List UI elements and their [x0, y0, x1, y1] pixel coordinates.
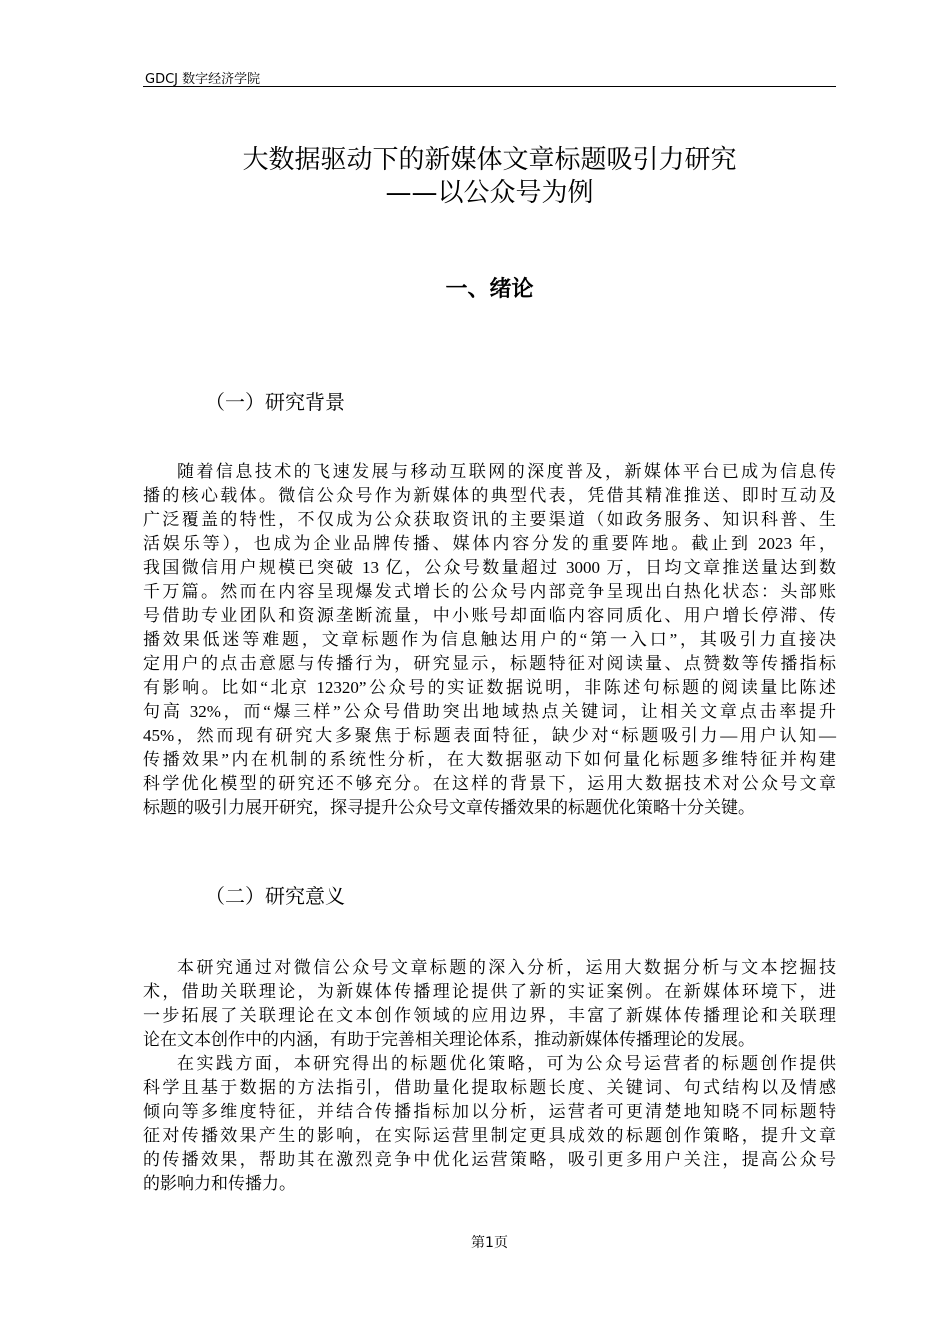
paragraph-line: 45%，然而现有研究大多聚焦于标题表面特征，缺少对“标题吸引力—用户认知— — [143, 726, 836, 745]
paragraph-line: 千万篇。然而在内容呈现爆发式增长的公众号内部竞争呈现出白热化状态：头部账 — [143, 582, 836, 601]
paragraph-line: 传播效果”内在机制的系统性分析，在大数据驱动下如何量化标题多维特征并构建 — [143, 750, 836, 769]
paragraph-line: 活娱乐等），也成为企业品牌传播、媒体内容分发的重要阵地。截止到 2023 年， — [143, 534, 836, 553]
title-line-1: 大数据驱动下的新媒体文章标题吸引力研究 — [242, 145, 737, 175]
significance-paragraph-theory — [143, 956, 836, 1052]
header-divider — [143, 86, 836, 87]
paragraph-line: 科学且基于数据的方法指引，借助量化提取标题长度、关键词、句式结构以及情感 — [143, 1078, 836, 1097]
section-heading-introduction: 一、绪论 — [445, 277, 534, 302]
paragraph-line: 倾向等多维度特征，并结合传播指标加以分析，运营者可更清楚地知晓不同标题特 — [143, 1102, 836, 1121]
document-title — [143, 144, 836, 210]
paragraph-line: 句高 32%，而“爆三样”公众号借助突出地域热点关键词，让相关文章点击率提升 — [143, 702, 836, 721]
paragraph-line: 定用户的点击意愿与传播行为，研究显示，标题特征对阅读量、点赞数等传播指标 — [143, 654, 836, 673]
running-header: GDCJ 数字经济学院 — [145, 72, 261, 87]
paragraph-line: 的传播效果，帮助其在激烈竞争中优化运营策略，吸引更多用户关注，提高公众号 — [143, 1150, 836, 1169]
paragraph-line: 征对传播效果产生的影响，在实际运营里制定更具成效的标题创作策略，提升文章 — [143, 1126, 836, 1145]
paragraph-line: 广泛覆盖的特性，不仅成为公众获取资讯的主要渠道（如政务服务、知识科普、生 — [143, 510, 836, 529]
paragraph-line: 本研究通过对微信公众号文章标题的深入分析，运用大数据分析与文本挖掘技 — [177, 958, 836, 977]
paragraph-line: 术，借助关联理论，为新媒体传播理论提供了新的实证案例。在新媒体环境下，进 — [143, 982, 836, 1001]
significance-paragraph-practice — [143, 1052, 836, 1196]
paragraph-line: 号借助专业团队和资源垄断流量，中小账号却面临内容同质化、用户增长停滞、传 — [143, 606, 836, 625]
paragraph-line: 科学优化模型的研究还不够充分。在这样的背景下，运用大数据技术对公众号文章 — [143, 774, 836, 793]
paragraph-line: 播的核心载体。微信公众号作为新媒体的典型代表，凭借其精准推送、即时互动及 — [143, 486, 836, 505]
paragraph-line: 论在文本创作中的内涵，有助于完善相关理论体系，推动新媒体传播理论的发展。 — [143, 1030, 755, 1049]
subsection-heading-significance: （二）研究意义 — [205, 884, 345, 908]
paragraph-line: 我国微信用户规模已突破 13 亿，公众号数量超过 3000 万，日均文章推送量达到数 — [143, 558, 836, 577]
paragraph-line: 一步拓展了关联理论在文本创作领域的应用边界，丰富了新媒体传播理论和关联理 — [143, 1006, 836, 1025]
paragraph-line: 的影响力和传播力。 — [143, 1174, 296, 1193]
subsection-heading-background: （一）研究背景 — [205, 390, 345, 414]
paragraph-line: 有影响。比如“北京 12320”公众号的实证数据说明，非陈述句标题的阅读量比陈述 — [143, 678, 836, 697]
paragraph-line: 播效果低迷等难题，文章标题作为信息触达用户的“第一入口”，其吸引力直接决 — [143, 630, 836, 649]
background-paragraph — [143, 460, 836, 820]
title-line-2: ——以公众号为例 — [385, 178, 594, 208]
page-number: 第1页 — [471, 1235, 508, 1251]
paragraph-line: 随着信息技术的飞速发展与移动互联网的深度普及，新媒体平台已成为信息传 — [177, 462, 836, 481]
paragraph-line: 在实践方面，本研究得出的标题优化策略，可为公众号运营者的标题创作提供 — [177, 1054, 836, 1073]
paragraph-line: 标题的吸引力展开研究，探寻提升公众号文章传播效果的标题优化策略十分关键。 — [143, 798, 755, 817]
